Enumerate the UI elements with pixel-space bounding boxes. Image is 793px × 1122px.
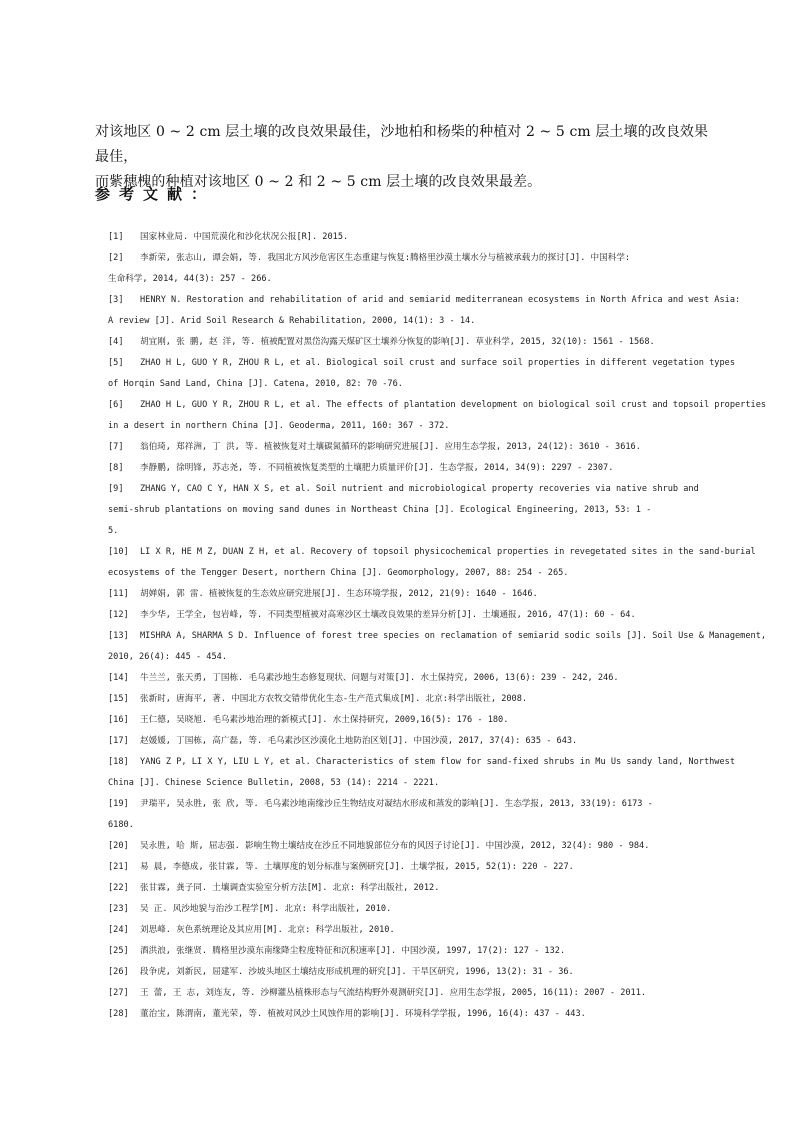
- reference-item: [108, 542, 756, 563]
- reference-item: [108, 353, 735, 374]
- reference-item: [108, 836, 708, 857]
- reference-item: [108, 479, 708, 500]
- reference-number: [12]: [108, 610, 129, 620]
- reference-text: 李新荣, 张志山, 谭会娟, 等. 我国北方风沙危害区生态重建与恢复:腾格里沙漠土壤水分与植被承载力的探讨[J]. 中国科学:: [140, 253, 631, 263]
- reference-text: 段争虎, 刘新民, 屈建军. 沙坡头地区土壤结皮形成机理的研究[J]. 干旱区研究, 1996, 13(2): 31 - 36.: [140, 967, 574, 977]
- reference-number: [3]: [108, 295, 124, 305]
- reference-item-continuation: [108, 500, 708, 521]
- reference-number: [18]: [108, 757, 129, 767]
- reference-text: 2010, 26(4): 445 - 454.: [108, 652, 227, 662]
- reference-text: 吴永胜, 哈 斯, 屈志强. 影响生物土壤结皮在沙丘不同地貌部位分布的风因子讨论[J]. 中国沙漠, 2012, 32(4): 980 - 984.: [140, 841, 650, 851]
- reference-item: [108, 941, 708, 962]
- paragraph-line: 而紫穗槐的种植对该地区 0 ~ 2 和 2 ~ 5 cm 层土壤的改良效果最差。: [95, 174, 542, 190]
- reference-text: 王仁德, 吴晓旭. 毛乌素沙地治理的新模式[J]. 水土保持研究, 2009,16(5): 176 - 180.: [140, 715, 509, 725]
- reference-text: 胡宜刚, 张 鹏, 赵 洋, 等. 植被配置对黑岱沟露天煤矿区土壤养分恢复的影响[J]. 草业科学, 2015, 32(10): 1561 - 1568.: [140, 337, 655, 347]
- reference-text: 胡婵娟, 郭 雷. 植被恢复的生态效应研究进展[J]. 生态环境学报, 2012, 21(9): 1640 - 1646.: [140, 589, 538, 599]
- reference-number: [23]: [108, 904, 129, 914]
- reference-number: [9]: [108, 484, 124, 494]
- reference-number: [7]: [108, 442, 124, 452]
- reference-item: [108, 983, 708, 1004]
- reference-item-continuation: [108, 416, 708, 437]
- reference-number: [27]: [108, 988, 129, 998]
- reference-item: [108, 584, 708, 605]
- reference-item: [108, 689, 708, 710]
- reference-item: [108, 626, 767, 647]
- reference-item: [108, 668, 708, 689]
- reference-number: [28]: [108, 1009, 129, 1019]
- reference-text: YANG Z P, LI X Y, LIU L Y, et al. Characteristics of stem flow for sand-fixed shrubs in Mu Us sandy land, Northwest: [140, 757, 735, 767]
- reference-item-continuation: [108, 815, 708, 836]
- reference-number: [21]: [108, 862, 129, 872]
- reference-text: 董治宝, 陈渭南, 董光荣, 等. 植被对风沙土风蚀作用的影响[J]. 环境科学学报, 1996, 16(4): 437 - 443.: [140, 1009, 586, 1019]
- reference-item: [108, 290, 741, 311]
- reference-item-continuation: [108, 311, 708, 332]
- reference-number: [4]: [108, 337, 124, 347]
- reference-item: [108, 731, 708, 752]
- reference-text: 李少华, 王学全, 包岩峰, 等. 不同类型植被对高寒沙区土壤改良效果的差异分析[J]. 土壤通报, 2016, 47(1): 60 - 64.: [140, 610, 636, 620]
- reference-item: [108, 227, 708, 248]
- reference-item-continuation: [108, 269, 708, 290]
- reference-number: [16]: [108, 715, 129, 725]
- reference-text: 生命科学, 2014, 44(3): 257 - 266.: [108, 274, 272, 284]
- reference-text: ZHAO H L, GUO Y R, ZHOU R L, et al. Biological soil crust and surface soil properties in different vegetation types: [140, 358, 735, 368]
- reference-number: [1]: [108, 232, 124, 242]
- reference-text: 尹瑞平, 吴永胜, 张 欣, 等. 毛乌素沙地南缘沙丘生物结皮对凝结水形成和蒸发的影响[J]. 生态学报, 2013, 33(19): 6173 -: [140, 799, 653, 809]
- reference-item-continuation: [108, 773, 708, 794]
- reference-text: 吴 正. 风沙地貌与治沙工程学[M]. 北京: 科学出版社, 2010.: [140, 904, 392, 914]
- reference-text: 5.: [108, 526, 119, 536]
- reference-text: 赵媛媛, 丁国栋, 高广磊, 等. 毛乌素沙区沙漠化土地防治区划[J]. 中国沙漠, 2017, 37(4): 635 - 643.: [140, 736, 578, 746]
- reference-number: [2]: [108, 253, 124, 263]
- reference-text: of Horqin Sand Land, China [J]. Catena, 2010, 82: 70 -76.: [108, 379, 403, 389]
- reference-item-continuation: [108, 374, 708, 395]
- paragraph-line: 对该地区 0 ~ 2 cm 层土壤的改良效果最佳，沙地柏和杨柴的种植对 2 ~ 5 cm 层土壤的改良效果最佳，: [95, 124, 709, 165]
- reference-item: [108, 962, 708, 983]
- reference-item: [108, 920, 708, 941]
- reference-number: [25]: [108, 946, 129, 956]
- reference-number: [5]: [108, 358, 124, 368]
- reference-text: HENRY N. Restoration and rehabilitation of arid and semiarid mediterranean ecosystems in North Africa and west Asia:: [140, 295, 741, 305]
- reference-text: MISHRA A, SHARMA S D. Influence of forest tree species on reclamation of semiarid sodic soils [J]. Soil Use & Management,: [140, 631, 767, 641]
- reference-number: [20]: [108, 841, 129, 851]
- reference-text: 李静鹏, 徐明锋, 苏志尧, 等. 不同植被恢复类型的土壤肥力质量评价[J]. 生态学报, 2014, 34(9): 2297 - 2307.: [140, 463, 614, 473]
- reference-text: semi-shrub plantations on moving sand dunes in Northeast China [J]. Ecological Engineering, 2013, 53: 1 -: [108, 505, 652, 515]
- reference-item: [108, 395, 767, 416]
- reference-number: [14]: [108, 673, 129, 683]
- reference-text: 张甘霖, 龚子同. 土壤调查实验室分析方法[M]. 北京: 科学出版社, 2012.: [140, 883, 440, 893]
- reference-text: ZHAO H L, GUO Y R, ZHOU R L, et al. The effects of plantation development on biological soil crust and topsoil properties: [140, 400, 767, 410]
- reference-text: China [J]. Chinese Science Bulletin, 2008, 53 (14): 2214 - 2221.: [108, 778, 440, 788]
- reference-item: [108, 248, 708, 269]
- reference-number: [26]: [108, 967, 129, 977]
- reference-text: 张新时, 唐海平, 著. 中国北方农牧交错带优化生态-生产范式集成[M]. 北京:科学出版社, 2008.: [140, 694, 528, 704]
- reference-item-continuation: [108, 647, 708, 668]
- reference-text: 酒洪浪, 张继贤. 腾格里沙漠东南缘降尘粒度特征和沉积速率[J]. 中国沙漠, 1997, 17(2): 127 - 132.: [140, 946, 566, 956]
- reference-item: [108, 458, 708, 479]
- reference-number: [22]: [108, 883, 129, 893]
- reference-number: [8]: [108, 463, 124, 473]
- reference-text: 刘思峰. 灰色系统理论及其应用[M]. 北京: 科学出版社, 2010.: [140, 925, 395, 935]
- reference-item: [108, 878, 708, 899]
- reference-item: [108, 437, 708, 458]
- references-heading: 参考文献：: [95, 185, 216, 203]
- reference-text: 牛兰兰, 张天勇, 丁国栋. 毛乌素沙地生态修复现状、问题与对策[J]. 水土保持究, 2006, 13(6): 239 - 242, 246.: [140, 673, 619, 683]
- reference-item: [108, 710, 708, 731]
- reference-text: ZHANG Y, CAO C Y, HAN X S, et al. Soil nutrient and microbiological property recoveries via native shrub and: [140, 484, 699, 494]
- reference-item: [108, 794, 708, 815]
- reference-number: [17]: [108, 736, 129, 746]
- reference-text: 易 晨, 李德成, 张甘霖, 等. 土壤厚度的划分标准与案例研究[J]. 土壤学报, 2015, 52(1): 220 - 227.: [140, 862, 574, 872]
- reference-item: [108, 857, 708, 878]
- reference-item: [108, 1004, 708, 1025]
- reference-list: [108, 227, 767, 1025]
- reference-text: A review [J]. Arid Soil Research & Rehabilitation, 2000, 14(1): 3 - 14.: [108, 316, 476, 326]
- reference-number: [6]: [108, 400, 124, 410]
- reference-text: LI X R, HE M Z, DUAN Z H, et al. Recovery of topsoil physicochemical properties in revegetated sites in the sand-burial: [140, 547, 756, 557]
- reference-item: [108, 332, 708, 353]
- reference-number: [24]: [108, 925, 129, 935]
- reference-item: [108, 605, 708, 626]
- reference-number: [13]: [108, 631, 129, 641]
- reference-text: 翁伯琦, 郑祥洲, 丁 洪, 等. 植被恢复对土壤碳氮循环的影响研究进展[J]. 应用生态学报, 2013, 24(12): 3610 - 3616.: [140, 442, 641, 452]
- reference-number: [19]: [108, 799, 129, 809]
- reference-number: [15]: [108, 694, 129, 704]
- reference-text: in a desert in northern China [J]. Geoderma, 2011, 160: 367 - 372.: [108, 421, 450, 431]
- reference-number: [10]: [108, 547, 129, 557]
- reference-text: 王 蕾, 王 志, 刘连友, 等. 沙柳灌丛植株形态与气流结构野外观测研究[J]. 应用生态学报, 2005, 16(11): 2007 - 2011.: [140, 988, 647, 998]
- reference-text: ecosystems of the Tengger Desert, northern China [J]. Geomorphology, 2007, 88: 254 - 265.: [108, 568, 569, 578]
- reference-text: 6180.: [108, 820, 134, 830]
- reference-item-continuation: [108, 563, 708, 584]
- reference-item: [108, 752, 735, 773]
- reference-text: 国家林业局. 中国荒漠化和沙化状况公报[R]. 2015.: [140, 232, 349, 242]
- reference-item-continuation: [108, 521, 708, 542]
- reference-number: [11]: [108, 589, 129, 599]
- reference-item: [108, 899, 708, 920]
